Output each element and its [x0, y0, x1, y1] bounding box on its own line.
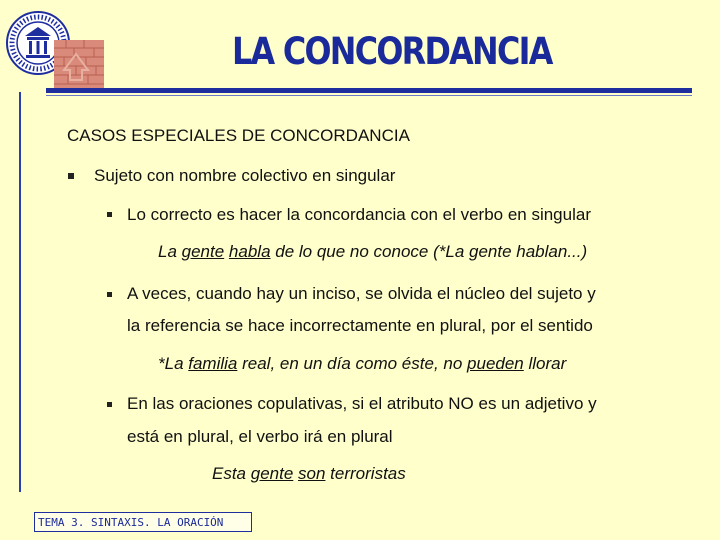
underlined-word: familia	[188, 354, 238, 373]
example-text: llorar	[523, 354, 567, 373]
underlined-word: pueden	[467, 354, 524, 373]
bullet-text: Sujeto con nombre colectivo en singular	[94, 166, 396, 185]
example-sentence	[212, 464, 406, 484]
example-text: real, en un día como éste, no	[237, 354, 468, 373]
sub-bullet-line: A veces, cuando hay un inciso, se olvida el núcleo del sujeto y	[127, 284, 596, 303]
bullet-marker	[68, 173, 74, 179]
section-heading: CASOS ESPECIALES DE CONCORDANCIA	[67, 126, 410, 145]
brick-wall-emblem	[54, 40, 104, 90]
left-accent-bar	[19, 92, 21, 492]
underlined-word: gente	[181, 242, 225, 261]
title-rule	[46, 88, 692, 93]
example-text: Esta	[212, 464, 251, 483]
sub-bullet-line: la referencia se hace incorrectamente en plural, por el sentido	[127, 316, 593, 335]
underlined-word: gente	[250, 464, 294, 483]
title-rule-thin	[46, 95, 692, 96]
sub-bullet-line: Lo correcto es hacer la concordancia con el verbo en singular	[127, 205, 591, 224]
example-text: terroristas	[325, 464, 406, 483]
example-text: de lo que no conoce (*La gente hablan...)	[270, 242, 588, 261]
example-text: La	[158, 242, 182, 261]
sub-bullet-marker	[107, 402, 112, 407]
example-sentence	[158, 242, 587, 262]
example-sentence	[158, 354, 566, 374]
underlined-word: son	[298, 464, 326, 483]
sub-bullet-marker	[107, 292, 112, 297]
sub-bullet-marker	[107, 212, 112, 217]
example-text: *La	[158, 354, 189, 373]
underlined-word: habla	[228, 242, 271, 261]
sub-bullet-line: está en plural, el verbo irá en plural	[127, 427, 393, 446]
page-title: LA CONCORDANCIA	[232, 30, 552, 73]
footer-label: TEMA 3. SINTAXIS. LA ORACIÓN	[34, 512, 252, 532]
sub-bullet-line: En las oraciones copulativas, si el atributo NO es un adjetivo y	[127, 394, 597, 413]
